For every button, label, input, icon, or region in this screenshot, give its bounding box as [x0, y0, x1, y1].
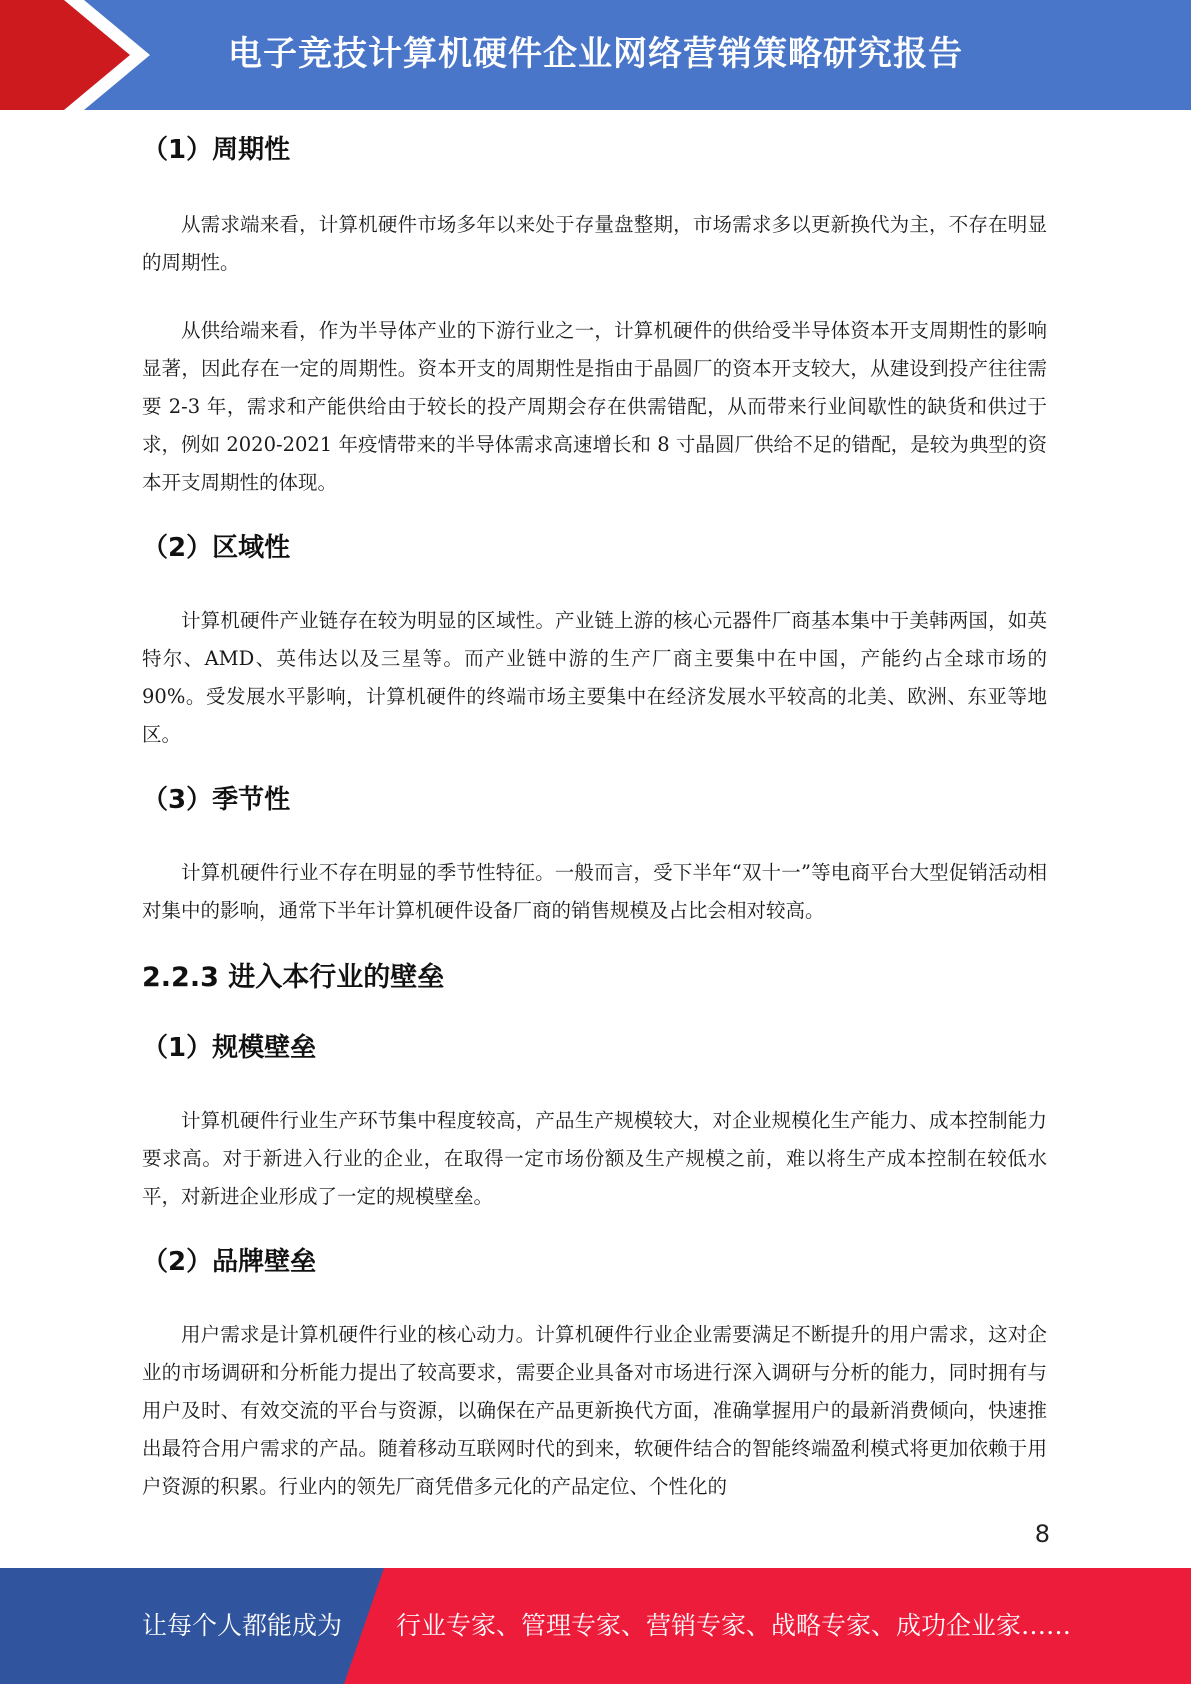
document-body [142, 126, 1047, 1506]
footer-banner [0, 1568, 1191, 1684]
page-number: 8 [1034, 1520, 1050, 1548]
footer-slogan-left: 让每个人都能成为 [142, 1611, 343, 1640]
paragraph-demand-side: 从需求端来看，计算机硬件市场多年以来处于存量盘整期，市场需求多以更新换代为主，不存在明显的周期性。 [142, 213, 1047, 274]
paragraph-regionality: 计算机硬件产业链存在较为明显的区域性。产业链上游的核心元器件厂商基本集中于美韩两国，如英特尔、AMD、英伟达以及三星等。而产业链中游的生产厂商主要集中在中国，产能约占全球市场的 90%。受发展水平影响，计算机硬件的终端市场主要集中在经济发展水平较高的北美、欧洲、东亚等地区。 [142, 609, 1047, 746]
section-heading-seasonality: （3）季节性 [142, 785, 291, 815]
section-heading-periodicity: （1）周期性 [142, 135, 291, 165]
header-banner [0, 0, 1191, 110]
footer-slogan-right: 行业专家、管理专家、营销专家、战略专家、成功企业家…… [396, 1611, 1072, 1640]
paragraph-brand-barrier: 用户需求是计算机硬件行业的核心动力。计算机硬件行业企业需要满足不断提升的用户需求，这对企业的市场调研和分析能力提出了较高要求，需要企业具备对市场进行深入调研与分析的能力，同时拥有与用户及时、有效交流的平台与资源，以确保在产品更新换代方面，准确掌握用户的最新消费倾向，快速推出最符合用户需求的产品。随着移动互联网时代的到来，软硬件结合的智能终端盈利模式将更加依赖于用户资源的积累。行业内的领先厂商凭借多元化的产品定位、个性化的 [142, 1323, 1047, 1498]
section-heading-entry-barriers: 2.2.3 进入本行业的壁垒 [142, 962, 445, 993]
section-heading-regionality: （2）区域性 [142, 533, 291, 563]
section-heading-brand-barrier: （2）品牌壁垒 [142, 1247, 317, 1277]
paragraph-scale-barrier: 计算机硬件行业生产环节集中程度较高，产品生产规模较大，对企业规模化生产能力、成本控制能力要求高。对于新进入行业的企业，在取得一定市场份额及生产规模之前，难以将生产成本控制在较低水平，对新进企业形成了一定的规模壁垒。 [142, 1109, 1047, 1208]
paragraph-seasonality: 计算机硬件行业不存在明显的季节性特征。一般而言，受下半年“双十一”等电商平台大型促销活动相对集中的影响，通常下半年计算机硬件设备厂商的销售规模及占比会相对较高。 [142, 861, 1047, 922]
section-heading-scale-barrier: （1）规模壁垒 [142, 1033, 317, 1063]
report-title: 电子竞技计算机硬件企业网络营销策略研究报告 [228, 34, 963, 74]
paragraph-supply-side: 从供给端来看，作为半导体产业的下游行业之一，计算机硬件的供给受半导体资本开支周期性的影响显著，因此存在一定的周期性。资本开支的周期性是指由于晶圆厂的资本开支较大，从建设到投产往往需要 2-3 年，需求和产能供给由于较长的投产周期会存在供需错配，从而带来行业间歇性的缺货和供过于求，例如 2020-2021 年疫情带来的半导体需求高速增长和 8 寸晶圆厂供给不足的错配，是较为典型的资本开支周期性的体现。 [142, 319, 1047, 494]
